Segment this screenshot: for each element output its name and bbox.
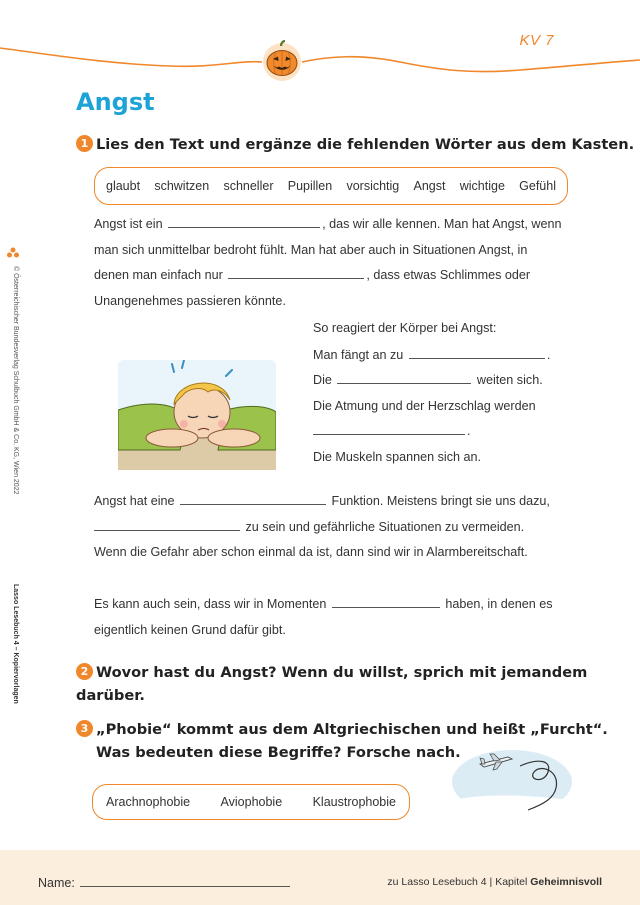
phobia-word-box bbox=[92, 784, 410, 820]
task-2-instruction bbox=[76, 661, 640, 707]
phobia-word: Aviophobie bbox=[220, 795, 283, 809]
text-line: Man fängt an zu bbox=[313, 347, 404, 362]
body-reactions: So reagiert der Körper bei Angst: Man fängt an zu . Die weiten sich. Die Atmung und der Herzschlag werden . Die Muskeln spannen sich an. bbox=[313, 316, 550, 470]
text-line: , dass etwas Schlimmes oder bbox=[366, 268, 531, 282]
task-1-text: Lies den Text und ergänze die fehlenden Wörter aus dem Kasten. bbox=[96, 136, 635, 153]
task-1-instruction bbox=[76, 133, 634, 156]
text-line: Unangenehmes passieren könnte. bbox=[94, 293, 286, 308]
fill-blank[interactable] bbox=[180, 492, 326, 505]
phobia-word: Klaustrophobie bbox=[312, 795, 396, 809]
text-line: weiten sich. bbox=[476, 373, 543, 387]
text-line: eigentlich keinen Grund dafür gibt. bbox=[94, 622, 286, 637]
word-item: Gefühl bbox=[519, 179, 556, 193]
footer-ref-prefix: zu Lasso Lesebuch 4 | Kapitel bbox=[387, 876, 531, 888]
footer-chapter: Geheimnisvoll bbox=[530, 876, 602, 888]
worried-boy-illustration bbox=[118, 360, 276, 470]
paragraph-1 bbox=[94, 212, 562, 314]
text-line: denen man einfach nur bbox=[94, 268, 223, 282]
text-line: man sich unmittelbar bedroht fühlt. Man hat aber auch in Situationen Angst, in bbox=[94, 242, 528, 257]
text-line: Es kann auch sein, dass wir in Momenten bbox=[94, 597, 327, 611]
word-item: vorsichtig bbox=[346, 179, 400, 193]
book-reference: Lasso Lesebuch 4 – Kopiervorlagen bbox=[12, 584, 19, 704]
publisher-logo-icon bbox=[6, 246, 20, 260]
task-3-line-2: Was bedeuten diese Begriffe? Forsche nach. bbox=[96, 744, 461, 761]
airplane-illustration bbox=[450, 744, 576, 816]
fill-blank[interactable] bbox=[409, 346, 545, 359]
fill-blank[interactable] bbox=[337, 371, 471, 384]
text-line: zu sein und gefährliche Situationen zu vermeiden. bbox=[245, 519, 525, 534]
phobia-word: Arachnophobie bbox=[106, 795, 191, 809]
word-item: wichtige bbox=[459, 179, 505, 193]
text-line: Die bbox=[313, 373, 332, 387]
task-3-line-1: „Phobie“ kommt aus dem Altgriechischen und heißt „Furcht“. bbox=[96, 721, 608, 738]
footer bbox=[0, 850, 640, 905]
fill-blank[interactable] bbox=[332, 595, 440, 608]
name-field[interactable] bbox=[80, 886, 290, 887]
fill-blank[interactable] bbox=[94, 518, 240, 531]
word-item: Pupillen bbox=[287, 179, 333, 193]
worksheet-code: KV 7 bbox=[519, 32, 554, 49]
task-2-text: Wovor hast du Angst? Wenn du willst, sprich mit jemandem darüber. bbox=[76, 664, 588, 704]
word-item: schwitzen bbox=[154, 179, 210, 193]
text-line: Wenn die Gefahr aber schon einmal da ist, dann sind wir in Alarmbereitschaft. bbox=[94, 545, 528, 559]
pumpkin-icon bbox=[262, 38, 302, 82]
text-line: , das wir alle kennen. Man hat Angst, wenn bbox=[322, 217, 562, 231]
fill-blank[interactable] bbox=[228, 266, 364, 279]
word-item: glaubt bbox=[106, 179, 141, 193]
paragraph-2 bbox=[94, 489, 550, 566]
text-line: Angst hat eine bbox=[94, 494, 175, 508]
name-label: Name: bbox=[38, 876, 75, 890]
footer-reference bbox=[387, 876, 602, 888]
word-item: Angst bbox=[413, 179, 446, 193]
fill-blank[interactable] bbox=[313, 422, 465, 435]
task-number-badge: 3 bbox=[76, 720, 93, 737]
text-line: Die Atmung und der Herzschlag werden bbox=[313, 398, 536, 413]
page-title: Angst bbox=[76, 88, 155, 116]
text-line: Die Muskeln spannen sich an. bbox=[313, 449, 482, 464]
paragraph-3 bbox=[94, 592, 553, 643]
word-box bbox=[94, 167, 568, 205]
fill-blank[interactable] bbox=[168, 215, 320, 228]
text-line: Angst ist ein bbox=[94, 217, 163, 231]
task-number-badge: 1 bbox=[76, 135, 93, 152]
text-line: Funktion. Meistens bringt sie uns dazu, bbox=[331, 494, 550, 508]
copyright-note: © Österreichischer Bundesverlag Schulbuch GmbH & Co. KG, Wien 2022 bbox=[12, 266, 19, 495]
text-line: haben, in denen es bbox=[445, 597, 553, 611]
word-item: schneller bbox=[223, 179, 274, 193]
text-line: So reagiert der Körper bei Angst: bbox=[313, 321, 497, 335]
task-number-badge: 2 bbox=[76, 663, 93, 680]
